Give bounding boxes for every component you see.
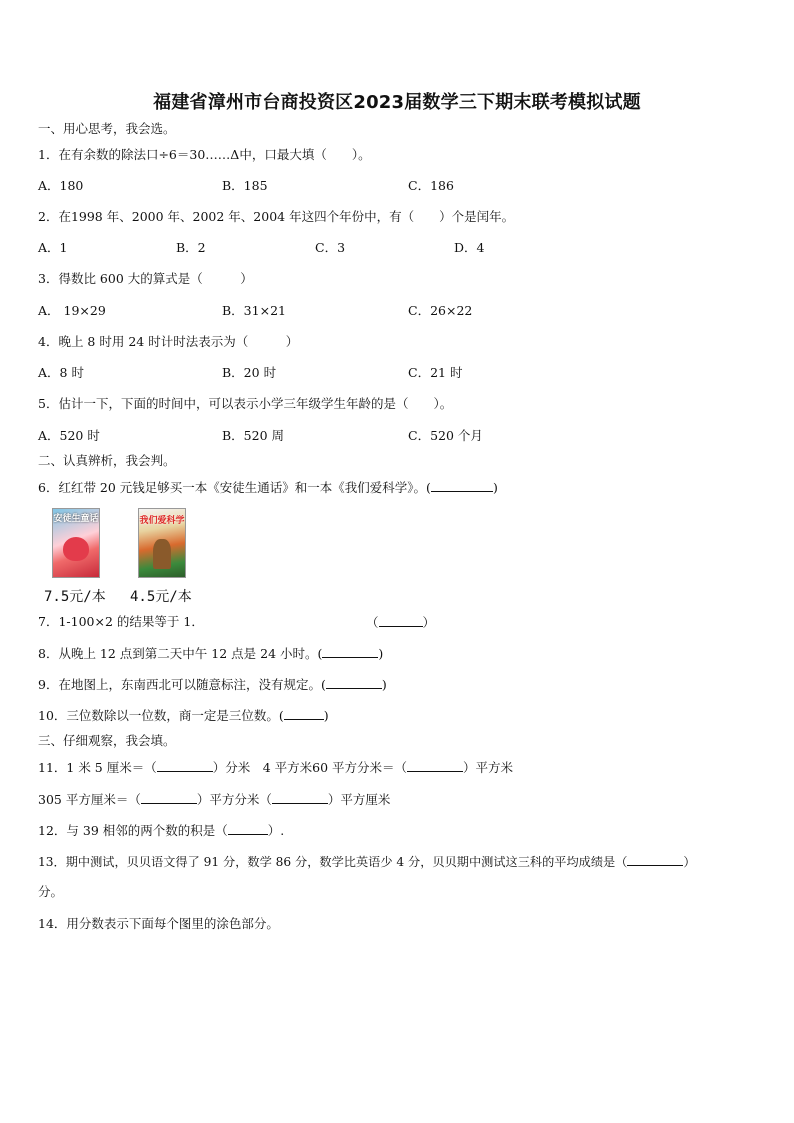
q2-option-d: D．4 [454, 240, 485, 255]
q12-answer-blank[interactable] [228, 822, 268, 835]
question-13-line-2: 分。 [38, 884, 64, 899]
book-andersen-cover [52, 508, 100, 578]
q3-option-b: B．31×21 [222, 303, 286, 318]
q1-option-a: A．180 [38, 178, 84, 193]
q7-answer-blank[interactable] [379, 614, 423, 627]
question-11-line-2 [38, 791, 390, 808]
q11-blank-1[interactable] [157, 759, 213, 772]
question-2: 2．在1998 年、2000 年、2002 年、2004 年这四个年份中，有（ ）个是闰年。 [38, 209, 515, 224]
q4-option-b: B．20 时 [222, 365, 277, 380]
question-6 [38, 479, 498, 496]
q13-text: 13．期中测试，贝贝语文得了 91 分，数学 86 分，数学比英语少 4 分，贝贝期中测试这三科的平均成绩是（ [38, 855, 628, 869]
q1-option-b: B．185 [222, 178, 268, 193]
price-andersen: 7.5元/本 [44, 589, 106, 605]
question-10 [38, 707, 329, 724]
q11-part2: ）分米 4 平方米60 平方分米＝（ [212, 760, 408, 775]
question-1: 1．在有余数的除法口÷6＝30……Δ中，口最大填（ ）。 [38, 147, 371, 162]
q6-text: 6．红红带 20 元钱足够买一本《安徒生通话》和一本《我们爱科学》。( [38, 480, 431, 495]
section-3-heading: 三、仔细观察，我会填。 [38, 733, 176, 748]
q11-part1: 11．1 米 5 厘米＝（ [38, 760, 157, 775]
page-title: 福建省漳州市台商投资区2023届数学三下期末联考模拟试题 [153, 92, 641, 113]
q8-answer-blank[interactable] [322, 645, 378, 658]
q11-blank-3[interactable] [141, 791, 197, 804]
price-science: 4.5元/本 [130, 589, 192, 605]
figure-icon [153, 539, 171, 569]
question-12 [38, 822, 284, 839]
q7-answer [366, 614, 435, 631]
q11-blank-4[interactable] [272, 791, 328, 804]
q5-option-b: B．520 周 [222, 428, 285, 443]
q8-text: 8．从晚上 12 点到第二天中午 12 点是 24 小时。( [38, 646, 323, 661]
q7-close: ） [422, 615, 436, 630]
q8-close: ) [378, 646, 384, 661]
q3-option-a: A． 19×29 [38, 303, 106, 318]
q9-close: ) [381, 677, 387, 692]
q1-option-c: C．186 [408, 178, 454, 193]
question-11-line-1 [38, 759, 513, 776]
q2-option-b: B．2 [176, 240, 206, 255]
q3-option-c: C．26×22 [408, 303, 473, 318]
q5-option-a: A．520 时 [38, 428, 100, 443]
q10-close: ) [323, 708, 329, 723]
q11-part6: ）平方厘米 [327, 792, 391, 807]
q11-part4: 305 平方厘米＝（ [38, 792, 141, 807]
q13-answer-blank[interactable] [627, 853, 683, 866]
book-andersen-title: 安徒生童话 [53, 514, 99, 524]
question-5: 5．估计一下，下面的时间中，可以表示小学三年级学生年龄的是（ ）。 [38, 396, 453, 411]
question-7: 7．1-100×2 的结果等于 1． [38, 614, 204, 629]
q11-part3: ）平方米 [463, 760, 514, 775]
q12-close: ）. [267, 823, 285, 838]
q10-text: 10．三位数除以一位数，商一定是三位数。( [38, 708, 284, 723]
q6-answer-blank[interactable] [431, 479, 493, 492]
q11-part5: ）平方分米（ [196, 792, 272, 807]
q9-answer-blank[interactable] [326, 676, 382, 689]
section-2-heading: 二、认真辨析，我会判。 [38, 453, 176, 468]
q12-text: 12．与 39 相邻的两个数的积是（ [38, 823, 228, 838]
question-4: 4．晚上 8 时用 24 时计时法表示为（ ） [38, 334, 299, 349]
q7-open: （ [366, 615, 379, 630]
q10-answer-blank[interactable] [284, 707, 324, 720]
question-13 [38, 853, 696, 870]
q4-option-a: A．8 时 [38, 365, 84, 380]
section-1-heading: 一、用心思考，我会选。 [38, 121, 176, 136]
q9-text: 9．在地图上，东南西北可以随意标注，没有规定。( [38, 677, 326, 692]
question-9 [38, 676, 387, 693]
q5-option-c: C．520 个月 [408, 428, 483, 443]
book-science-cover [138, 508, 186, 578]
heart-icon [63, 537, 89, 561]
q13-close: ） [683, 855, 696, 869]
q11-blank-2[interactable] [407, 759, 463, 772]
book-science-title: 我们爱科学 [139, 516, 185, 526]
question-3: 3．得数比 600 大的算式是（ ） [38, 271, 253, 286]
q2-option-a: A．1 [38, 240, 68, 255]
q4-option-c: C．21 时 [408, 365, 463, 380]
q6-close: ) [492, 480, 498, 495]
question-8 [38, 645, 383, 662]
q2-option-c: C．3 [315, 240, 346, 255]
question-14: 14．用分数表示下面每个图里的涂色部分。 [38, 916, 279, 931]
